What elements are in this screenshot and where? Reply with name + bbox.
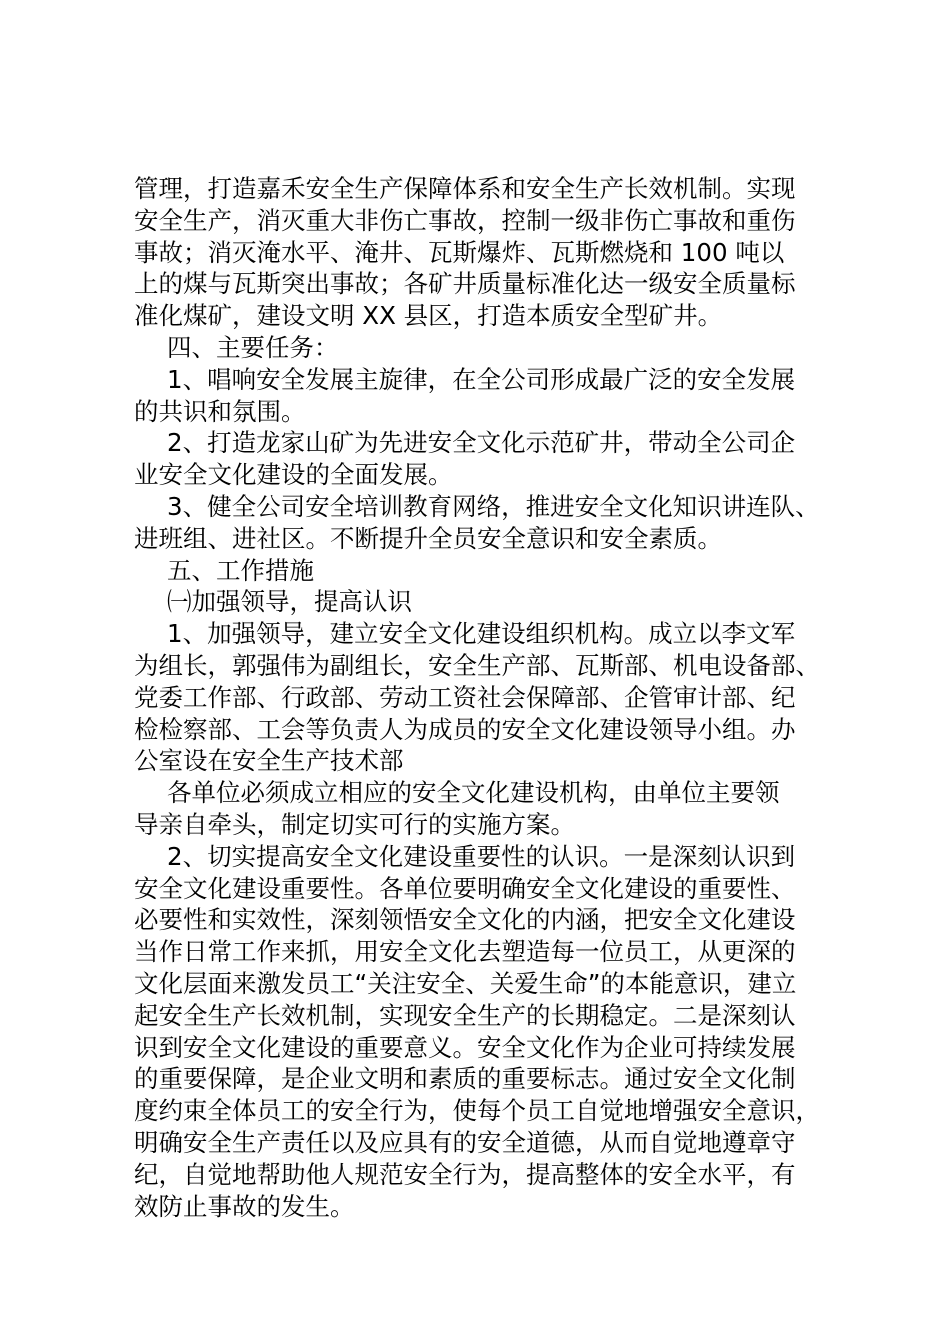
text-line: 进班组、进社区。不断提升全员安全意识和安全素质。	[134, 523, 722, 553]
text-line: 纪，自觉地帮助他人规范安全行为，提高整体的安全水平，有	[134, 1159, 796, 1189]
text-line: 导亲自牵头，制定切实可行的实施方案。	[134, 809, 575, 839]
text-line: 1、加强领导，建立安全文化建设组织机构。成立以李文军	[167, 619, 796, 649]
text-line: 当作日常工作来抓，用安全文化去塑造每一位员工，从更深的	[134, 937, 796, 967]
text-line: 准化煤矿，建设文明 XX 县区，打造本质安全型矿井。	[134, 301, 723, 331]
text-line: 效防止事故的发生。	[134, 1191, 355, 1221]
text-line: 度约束全体员工的安全行为，使每个员工自觉地增强安全意识，	[134, 1096, 820, 1126]
text-line: 安全生产，消灭重大非伤亡事故，控制一级非伤亡事故和重伤	[134, 205, 796, 235]
text-line: 党委工作部、行政部、劳动工资社会保障部、企管审计部、纪	[134, 682, 796, 712]
text-line: 起安全生产长效机制，实现安全生产的长期稳定。二是深刻认	[134, 1000, 796, 1030]
document-body	[134, 173, 846, 1222]
text-line: 安全文化建设重要性。各单位要明确安全文化建设的重要性、	[134, 873, 796, 903]
text-line: 2、打造龙家山矿为先进安全文化示范矿井，带动全公司企	[167, 428, 796, 458]
text-line: 业安全文化建设的全面发展。	[134, 460, 453, 490]
text-line: 3、健全公司安全培训教育网络，推进安全文化知识讲连队、	[167, 491, 820, 521]
text-line: 五、工作措施	[167, 555, 314, 585]
text-line: 1、唱响安全发展主旋律，在全公司形成最广泛的安全发展	[167, 364, 796, 394]
text-line: 2、切实提高安全文化建设重要性的认识。一是深刻认识到	[167, 841, 796, 871]
text-line: 识到安全文化建设的重要意义。安全文化作为企业可持续发展	[134, 1032, 796, 1062]
text-line: 四、主要任务：	[167, 332, 339, 362]
text-line: 文化层面来激发员工“关注安全、关爱生命”的本能意识，建立	[134, 968, 797, 998]
text-line: 明确安全生产责任以及应具有的安全道德，从而自觉地遵章守	[134, 1127, 796, 1157]
text-line: 各单位必须成立相应的安全文化建设机构，由单位主要领	[167, 778, 780, 808]
text-line: 检检察部、工会等负责人为成员的安全文化建设领导小组。办	[134, 714, 796, 744]
text-line: 事故；消灭淹水平、淹井、瓦斯爆炸、瓦斯燃烧和 100 吨以	[134, 237, 785, 267]
text-line: 上的煤与瓦斯突出事故；各矿井质量标准化达一级安全质量标	[134, 269, 796, 299]
text-line: 必要性和实效性，深刻领悟安全文化的内涵，把安全文化建设	[134, 905, 796, 935]
text-line: 的重要保障，是企业文明和素质的重要标志。通过安全文化制	[134, 1064, 796, 1094]
text-line: 为组长，郭强伟为副组长，安全生产部、瓦斯部、机电设备部、	[134, 650, 820, 680]
text-line: 公室设在安全生产技术部	[134, 746, 404, 776]
text-line: 管理，打造嘉禾安全生产保障体系和安全生产长效机制。实现	[134, 174, 796, 203]
text-line: ㈠加强领导，提高认识	[167, 587, 412, 617]
text-line: 的共识和氛围。	[134, 396, 306, 426]
